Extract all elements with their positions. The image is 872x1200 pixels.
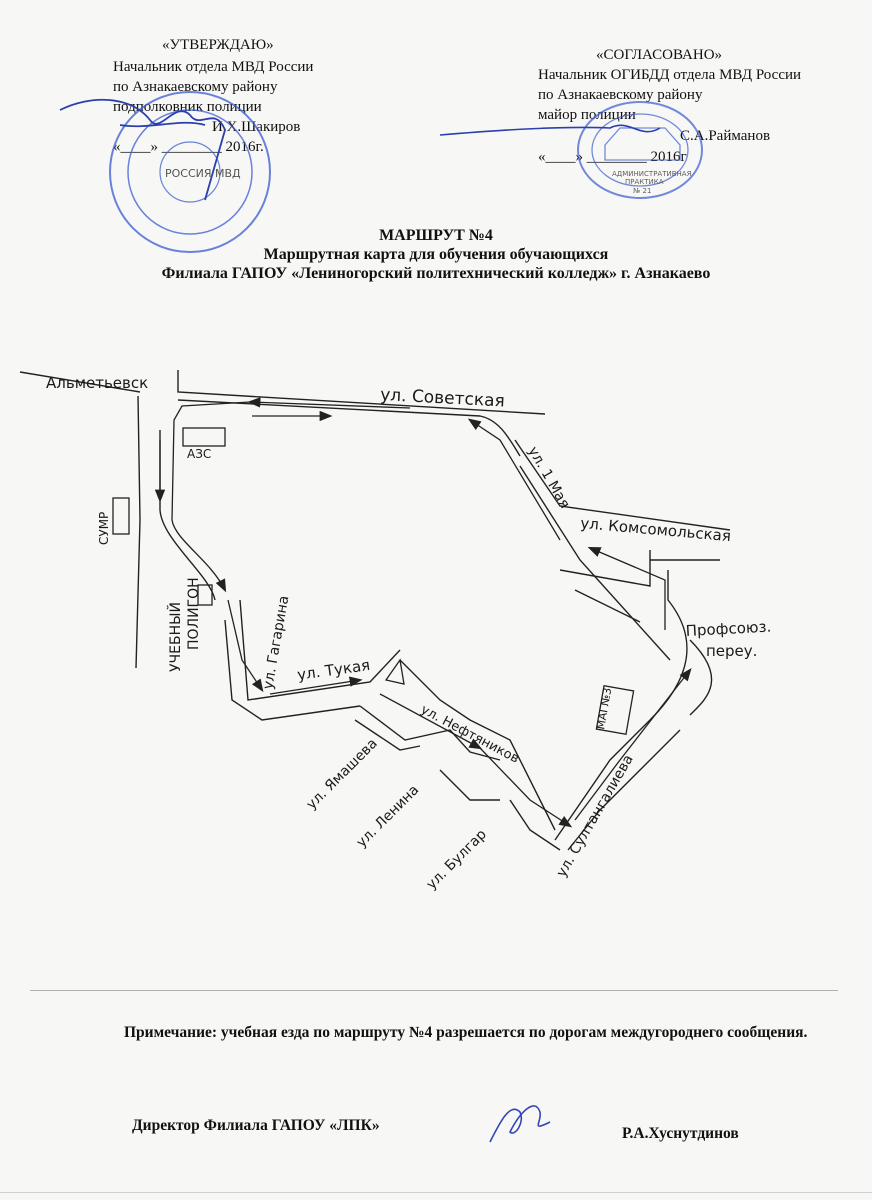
page-bottom-rule	[0, 1192, 872, 1193]
agreement-heading: «СОГЛАСОВАНО»	[596, 47, 723, 63]
label-shop: МАГ№3	[594, 686, 615, 731]
agreement-date: «____» ________ 2016г	[538, 149, 687, 165]
traffic-stamp-text-1: АДМИНИСТРАТИВНАЯ	[612, 170, 692, 178]
label-lenina: ул. Ленина	[353, 782, 423, 851]
label-sultangalieva: ул. Султангалиева	[553, 752, 637, 880]
label-komsomolskaya: ул. Комсомольская	[579, 514, 732, 546]
agreement-line-3: майор полиции	[538, 107, 636, 123]
director-name: Р.А.Хуснутдинов	[622, 1125, 739, 1142]
police-stamp-text: РОССИЯ МВД	[165, 167, 241, 180]
route-path	[160, 402, 690, 826]
triangle-mark	[386, 660, 404, 684]
sumr-box	[113, 498, 129, 534]
label-bulgar: ул. Булгар	[423, 826, 490, 893]
approval-line-2: по Азнакаевскому району	[113, 79, 278, 95]
route-map	[0, 330, 872, 930]
approval-line-3: подполковник полиции	[113, 99, 262, 115]
label-sovetskaya: ул. Советская	[379, 385, 506, 412]
agreement-line-1: Начальник ОГИБДД отдела МВД России	[538, 67, 802, 83]
label-tukaya: ул. Тукая	[296, 655, 372, 684]
agreement-line-2: по Азнакаевскому району	[538, 87, 703, 103]
approval-signature	[60, 100, 225, 200]
approval-date: «____» ________ 2016г.	[113, 139, 264, 155]
college-name: Филиала ГАПОУ «Лениногорский политехнический колледж» г. Азнакаево	[161, 265, 711, 282]
label-almetyevsk: Альметьевск	[46, 374, 149, 392]
label-neftyanikov: ул. Нефтяников	[418, 702, 522, 767]
label-azs: АЗС	[187, 447, 212, 461]
label-poligon: ПОЛИГОН	[186, 577, 202, 650]
label-yamasheva: ул. Ямашева	[303, 735, 381, 813]
traffic-stamp-text-3: № 21	[633, 187, 652, 195]
agreement-signature	[440, 125, 660, 135]
label-uchebny: УЧЕБНЫЙ	[168, 602, 184, 672]
traffic-police-stamp	[578, 102, 702, 198]
route-subtitle: Маршрутная карта для обучения обучающихся	[263, 246, 609, 263]
director-signature	[480, 1092, 560, 1152]
label-pereulok: переу.	[706, 642, 758, 660]
agreement-signer: С.А.Райманов	[680, 128, 771, 144]
approval-heading: «УТВЕРЖДАЮ»	[162, 37, 274, 53]
azs-box	[183, 428, 225, 446]
label-sumr: СУМР	[97, 511, 111, 545]
note-text: Примечание: учебная езда по маршруту №4 разрешается по дорогам междугороднего сообщения.	[124, 1024, 808, 1041]
label-1-maya: ул. 1 Мая	[524, 444, 573, 512]
approval-line-1: Начальник отдела МВД России	[113, 59, 314, 75]
map-bottom-rule	[30, 990, 838, 991]
director-title: Директор Филиала ГАПОУ «ЛПК»	[132, 1117, 380, 1134]
label-gagarina: ул. Гагарина	[260, 594, 293, 691]
traffic-stamp-text-2: ПРАКТИКА	[625, 178, 664, 186]
approval-signer: И.Х.Шакиров	[212, 119, 301, 135]
label-profsoyuz: Профсоюз.	[685, 617, 772, 640]
route-title: МАРШРУТ №4	[379, 227, 493, 244]
